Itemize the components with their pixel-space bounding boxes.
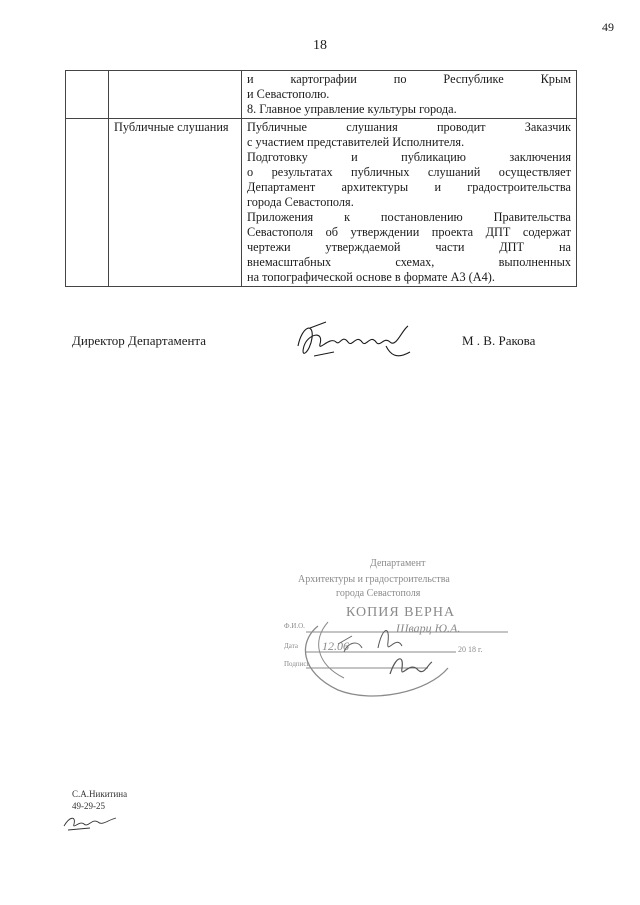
text-line: Департамент архитектуры и градостроительства [247,180,571,194]
text-line: Севастополя об утверждении проекта ДПТ содержат [247,225,571,239]
text-line: на топографической основе в формате А3 (А4). [247,270,495,284]
stamp-org-line1: Департамент [370,558,426,569]
executor-name: С.А.Никитина [72,789,128,799]
table-row [66,71,577,119]
row-name-cell [109,71,242,119]
executor-phone: 49-29-25 [72,801,105,811]
executor-signature [60,812,120,834]
text-line: и Севастополю. [247,87,330,101]
copy-certified-stamp [278,552,523,702]
text-line: и картографии по Республике Крым [247,72,571,86]
signatory-position: Директор Департамента [72,333,207,348]
director-signature [290,316,430,368]
stamp-year: 20 18 г. [458,645,483,654]
signatory-name: М . В. Ракова [462,333,536,348]
text-line: Подготовку и публикацию заключения [247,150,571,164]
text-line: города Севастополя. [247,195,354,209]
stamp-org-line2: Архитектуры и градостроительства [298,574,450,585]
stamp-title: КОПИЯ ВЕРНА [346,605,456,620]
conditions-table [65,70,577,287]
text-line: с участием представителей Исполнителя. [247,135,465,149]
table-row [66,119,577,287]
text-line: Приложения к постановлению Правительства [247,210,571,224]
text-line: Публичные слушания проводит Заказчик [247,120,571,134]
row-content-cell [242,71,577,119]
row-number-cell [66,71,109,119]
row-number-cell [66,119,109,287]
row-name-cell: Публичные слушания [109,119,242,287]
row-content-cell [242,119,577,287]
sheet-number: 49 [602,20,614,34]
stamp-org-line3: города Севастополя [336,588,421,599]
text-line: о результатах публичных слушаний осуществляет [247,165,571,179]
stamp-name-label: Ф.И.О. [284,622,305,630]
page-number: 18 [313,38,327,53]
text-line: чертежи утверждаемой части ДПТ на [247,240,571,254]
stamp-name-value: Шварц Ю.А. [396,621,461,635]
stamp-date-label: Дата [284,642,298,650]
text-line: внемасштабных схемах, выполненных [247,255,571,269]
stamp-date-value: 12.06 [322,639,349,653]
text-line: 8. Главное управление культуры города. [247,102,457,116]
executor-info [72,788,127,812]
stamp-sign-label: Подпись [284,660,310,668]
